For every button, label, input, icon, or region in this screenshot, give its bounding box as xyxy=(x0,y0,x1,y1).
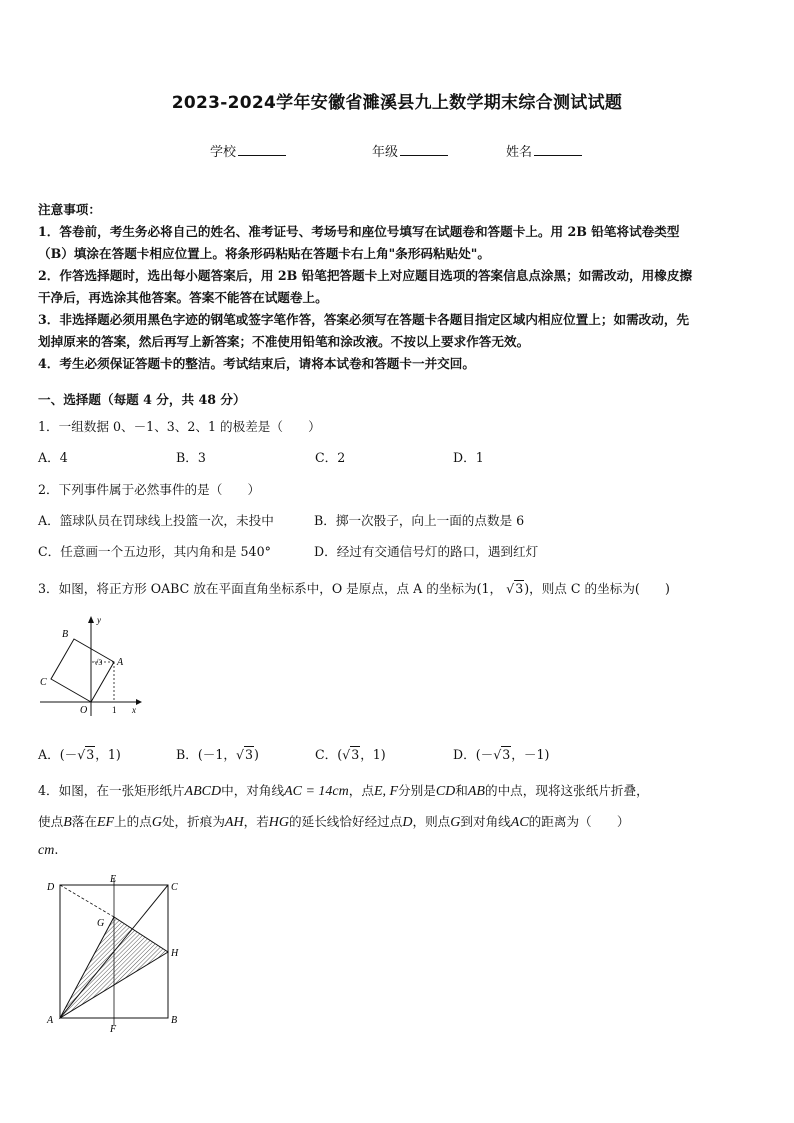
q4-math: G xyxy=(450,815,461,830)
notice-heading: 注意事项： xyxy=(38,202,101,217)
school-field xyxy=(210,141,286,160)
line-dg-dashed xyxy=(60,885,114,917)
q3-option-a-text: A．(－ xyxy=(38,747,78,762)
tick-label-1: 1 xyxy=(112,705,117,715)
q3-stem-part: )，则点 C 的坐标为( ) xyxy=(524,581,670,596)
q4-text: 4．如图，在一张矩形纸片 xyxy=(38,783,185,798)
sqrt-symbol: √3 xyxy=(235,747,254,762)
name-label: 姓名 xyxy=(506,145,533,160)
q3-option-a xyxy=(38,744,121,763)
sqrt-symbol: √3 xyxy=(506,581,524,596)
label-d: D xyxy=(47,882,55,893)
q4-text: 中，对角线 xyxy=(221,783,285,798)
notice-line: 1．答卷前，考生务必将自己的姓名、准考证号、考场号和座位号填写在试题卷和答题卡上。用 2B 铅笔将试卷类型 xyxy=(38,224,680,239)
q2-option-d: D．经过有交通信号灯的路口，遇到红灯 xyxy=(314,544,539,559)
q4-math: EF xyxy=(96,815,115,830)
label-h: H xyxy=(171,948,179,959)
notice-line: （B）填涂在答题卡相应位置上。将条形码粘贴在答题卡右上角"条形码粘贴处"。 xyxy=(38,246,490,261)
grade-label: 年级 xyxy=(372,145,399,160)
section-heading: 一、选择题（每题 4 分，共 48 分） xyxy=(38,392,246,407)
q4-math: AC xyxy=(510,815,529,830)
label-b: B xyxy=(171,1015,178,1026)
q4-text: ，点 xyxy=(348,783,374,798)
q4-math: CD xyxy=(435,784,456,799)
x-axis-arrow xyxy=(136,699,142,705)
q4-math: E, F xyxy=(373,784,399,799)
notice-line: 3．非选择题必须用黑色字迹的钢笔或签字笔作答，答案必须写在答题卡各题目指定区域内相应位置上；如需改动，先 xyxy=(38,312,690,327)
sqrt-radicand: 3 xyxy=(502,747,511,762)
q4-text: 处，折痕为 xyxy=(161,814,225,829)
q4-text: 使点 xyxy=(38,814,64,829)
notice-line: 2．作答选择题时，选出每小题答案后，用 2B 铅笔把答题卡上对应题目选项的答案信息点涂黑；如需改动，用橡皮擦 xyxy=(38,268,693,283)
label-o: O xyxy=(80,705,88,716)
label-c: C xyxy=(40,677,47,688)
name-field xyxy=(506,141,582,160)
question-2-stem: 2．下列事件属于必然事件的是（ ） xyxy=(38,482,261,497)
notice-line: 划掉原来的答案，然后再写上新答案；不准使用铅笔和涂改液。不按以上要求作答无效。 xyxy=(38,334,530,349)
school-blank xyxy=(238,144,286,156)
q4-text: . xyxy=(54,842,59,857)
q4-math: G xyxy=(151,815,162,830)
sqrt-radicand: 3 xyxy=(86,747,95,762)
q1-option-a: A．4 xyxy=(38,450,68,465)
sqrt-radicand: 3 xyxy=(245,747,254,762)
q4-text: ，若 xyxy=(243,814,269,829)
q3-option-b-text: ) xyxy=(254,747,259,762)
question-4-line-1 xyxy=(38,780,649,800)
q4-math: B xyxy=(63,815,72,830)
q3-option-c-text: C．( xyxy=(315,747,343,762)
square-oabc xyxy=(51,639,114,702)
q4-text: ，则点 xyxy=(412,814,451,829)
q3-option-d-text: ，－1) xyxy=(511,747,550,762)
sqrt-symbol: √3 xyxy=(342,747,360,762)
q3-coordinate-figure xyxy=(36,612,146,720)
sqrt-radicand: 3 xyxy=(351,747,360,762)
label-f: F xyxy=(110,1024,117,1032)
label-e: E xyxy=(110,874,117,885)
q4-math: AB xyxy=(467,784,485,799)
name-blank xyxy=(534,144,582,156)
grade-field xyxy=(372,141,448,160)
q4-math: HG xyxy=(268,815,290,830)
q4-text: 和 xyxy=(455,783,468,798)
q1-option-b: B．3 xyxy=(176,450,206,465)
q3-option-c-text: ，1) xyxy=(360,747,386,762)
question-1-stem: 1．一组数据 0、－1、3、2、1 的极差是（ ） xyxy=(38,419,321,434)
q4-math: D xyxy=(402,815,413,830)
label-b: B xyxy=(62,629,69,640)
q2-option-c: C．任意画一个五边形，其内角和是 540° xyxy=(38,544,271,559)
q1-option-c: C．2 xyxy=(315,450,346,465)
q3-option-b-text: B．(－1， xyxy=(176,747,236,762)
notice-line: 4．考生必须保证答题卡的整洁。考试结束后，请将本试卷和答题卡一并交回。 xyxy=(38,356,475,371)
q4-text: 上的点 xyxy=(114,814,152,829)
q4-math: AH xyxy=(224,815,244,830)
q4-text: 的中点，现将这张纸片折叠， xyxy=(484,783,649,798)
question-4-line-3 xyxy=(38,842,58,859)
notice-block xyxy=(38,199,758,375)
y-axis-arrow xyxy=(88,616,94,623)
q4-text: 的延长线恰好经过点 xyxy=(289,814,403,829)
q2-option-b: B．掷一次骰子，向上一面的点数是 6 xyxy=(314,513,525,528)
q3-option-d xyxy=(453,744,549,763)
q3-option-a-text: ，1) xyxy=(95,747,121,762)
label-x: x xyxy=(132,705,136,715)
q4-math: AC = 14cm xyxy=(284,784,349,799)
notice-line: 干净后，再选涂其他答案。答案不能答在试题卷上。 xyxy=(38,290,328,305)
q3-option-b xyxy=(176,744,259,763)
sqrt3-label: √3 xyxy=(94,658,103,667)
label-a: A xyxy=(117,657,124,668)
sqrt-radicand: 3 xyxy=(515,581,524,596)
grade-blank xyxy=(400,144,448,156)
page-title: 2023-2024学年安徽省濉溪县九上数学期末综合测试试题 xyxy=(171,93,623,113)
q4-text: 落在 xyxy=(71,814,97,829)
label-a: A xyxy=(47,1015,54,1026)
q4-text: 到对角线 xyxy=(460,814,511,829)
sqrt-symbol: √3 xyxy=(77,747,95,762)
label-g: G xyxy=(97,918,105,929)
school-label: 学校 xyxy=(210,145,237,160)
q4-text: 分别是 xyxy=(398,783,436,798)
q3-option-d-text: D．(－ xyxy=(453,747,494,762)
question-4-line-2 xyxy=(38,811,629,831)
sqrt-symbol: √3 xyxy=(493,747,511,762)
question-3-stem xyxy=(38,578,670,597)
q3-option-c xyxy=(315,744,386,763)
q4-rectangle-figure xyxy=(40,872,190,1032)
q4-unit: cm xyxy=(38,843,55,858)
q1-option-d: D．1 xyxy=(453,450,484,465)
q3-stem-part: 3．如图，将正方形 OABC 放在平面直角坐标系中，O 是原点，点 A 的坐标为(1， xyxy=(38,581,503,596)
q4-text: 的距离为（ ） xyxy=(528,814,630,829)
label-c: C xyxy=(171,882,178,893)
label-y: y xyxy=(97,615,101,625)
q2-option-a: A．篮球队员在罚球线上投篮一次，未投中 xyxy=(38,513,274,528)
q4-math: ABCD xyxy=(184,784,222,799)
